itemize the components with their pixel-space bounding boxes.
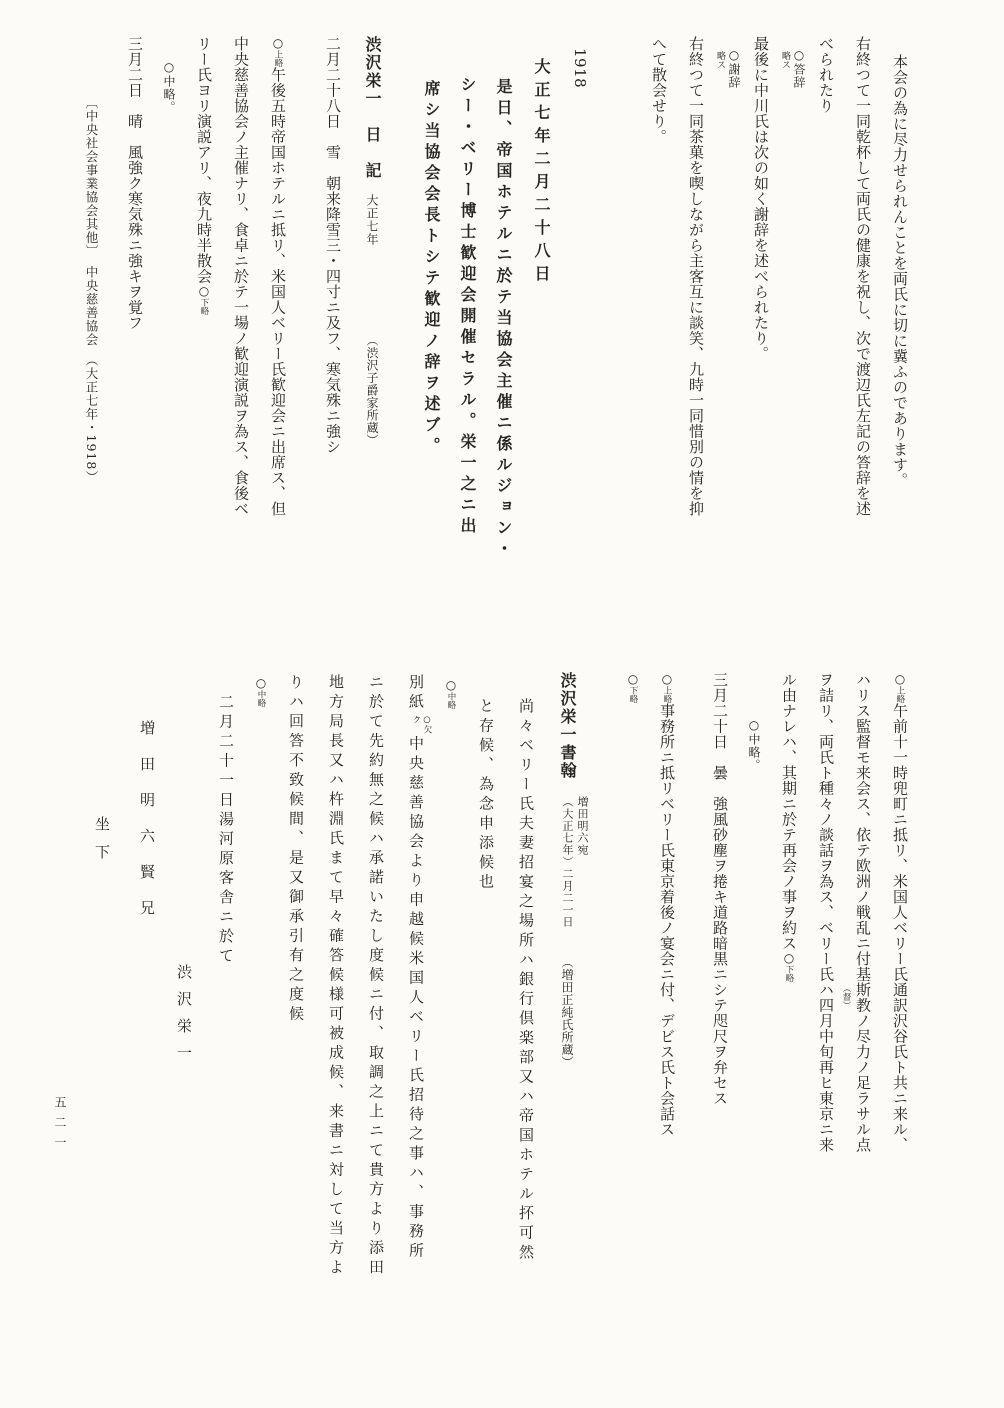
text-column: ○上略午後五時帝国ホテルニ抵リ、米国人ベリー氏歓迎会ニ出席ス、但 (269, 36, 287, 517)
page-number: 五二一 (53, 1096, 67, 1156)
omission-mark-icon: ○中略 (254, 676, 268, 707)
text-column: べられたり (817, 36, 835, 114)
omission-note (436, 672, 466, 1388)
text-column: りハ回答不致候間、是又御承引有之度候 (287, 674, 305, 1025)
omission-mark-icon: ○下略 (782, 951, 796, 982)
omission-mark-icon: ○中略 (444, 678, 458, 709)
text-column: ハリス監督モ来会ス、依テ欧洲ノ戦乱ニ付基斯 （督） 教ノ尽力ノ足ラサル点 (841, 672, 872, 1153)
text-column: 三月二十日 曇 強風砂塵ヲ捲キ道路暗黒ニシテ咫尺ヲ弁セス (711, 672, 729, 1106)
text-column: 坐下 (93, 816, 111, 872)
omission-mark-icon: ○下略 (626, 672, 640, 703)
omission-mark-icon: ○上略 (271, 36, 285, 67)
text-column: 渋沢栄一 (175, 964, 193, 1072)
source-title-diary: 渋沢栄一 日 記大正七年（渋沢子爵家所蔵） (363, 36, 382, 447)
text-column: ニ於て先約無之候ハ承諾いたし度候ニ付、取調之上ニて貴方より添田 (367, 674, 385, 1279)
text-column: ○中略。 (747, 718, 761, 772)
text-column: 三月二日 晴 風強ク寒気殊ニ強キヲ覚フ (126, 36, 144, 331)
text-column: 尚々ベリー氏夫妻招宴之場所ハ銀行倶楽部又ハ帝国ホテル抔可然 (517, 698, 535, 1264)
omission-note: ○答辞 略ス (780, 48, 806, 89)
text-column: 最後に中川氏は次の如く謝辞を述べられたり。 (752, 36, 770, 362)
text-column: ○上略事務所ニ抵リベリー氏東京着後ノ宴会ニ付、デビス氏ト会話ス (658, 672, 676, 1137)
text-column: 中央慈善協会ノ主催ナリ、食卓ニ於テ一場ノ歓迎演説ヲ為ス、食後ベ (232, 36, 250, 517)
text-column: 〔中央社会事業協会其他〕 中央慈善協会 （大正七年・1918） (84, 96, 99, 484)
text-column: シー・ベリー博士歓迎会開催セラル。栄一之ニ出 (458, 76, 477, 538)
text-column: ル由ナレハ、其期ニ於テ再会ノ事ヲ約ス○下略 (780, 672, 798, 982)
text-column: ○上略午前十一時兜町ニ抵リ、米国人ベリー氏通訳沢谷氏ト共ニ来ル、 (891, 672, 909, 1153)
text-column: と存候、為念申添候也 (477, 698, 495, 893)
text-column: リー氏ヨリ演説アリ、夜九時半散会○下略 (195, 36, 213, 315)
text-column: 右終つて一同茶菓を喫しながら主客互に談笑、九時一同惜別の情を抑 (687, 36, 705, 517)
text-column: 二月二十一日湯河原客舎ニ於て (217, 694, 235, 967)
year-label: 1918 (571, 48, 589, 89)
text-column: 是日、帝国ホテルニ於テ当協会主催ニ係ルジョン・ (494, 78, 513, 561)
text-column: 別紙 ○欠 ク 中央慈善協会より申越候米国人ベリー氏招待之事ハ、事務所 (407, 674, 432, 1262)
text-column: 大正七年二月二十八日 (532, 58, 551, 288)
text-column: ヲ詰リ、両氏ト種々ノ談話ヲ為ス、ベリー氏ハ四月中旬再ヒ東京ニ来 (817, 672, 835, 1153)
text-column: 増田明六賢兄 (138, 720, 156, 936)
correction-note: （督） (841, 984, 851, 1010)
omission-mark-icon: ○上略 (660, 672, 674, 703)
source-title-letter: 渋沢栄一書翰 増田明六宛 （大正七年）二月二一日 （増田正純氏所蔵） (558, 672, 589, 1069)
text-column: ○中略。 (162, 60, 176, 114)
text-column: 地方局長又ハ杵淵氏まて早々確答候様可被成候、来書ニ対して当方よ (327, 674, 345, 1279)
omission-note (618, 672, 648, 1388)
top-text-block (73, 36, 918, 640)
omission-mark-icon: ○上略 (893, 672, 907, 703)
text-column: 二月二十八日 雪 朝来降雪三・四寸ニ及フ、寒気殊ニ強シ (324, 36, 342, 455)
text-column: へて散会せり。 (650, 36, 668, 145)
omission-mark-icon: ○下略 (197, 284, 211, 315)
text-column: 本会の為に尽力せられんことを両氏に切に冀ふのであります。 (891, 54, 909, 488)
bottom-text-block (83, 672, 918, 1388)
text-column: 右終つて一同乾杯して両氏の健康を祝し、次で渡辺氏左記の答辞を述 (854, 36, 872, 517)
text-column: 席シ当協会会長トシテ歓迎ノ辞ヲ述ブ。 (422, 80, 441, 458)
omission-note: ○謝辞 略ス (715, 48, 741, 89)
omission-note (246, 672, 276, 1388)
warichu-note: ○欠 ク (411, 715, 432, 734)
